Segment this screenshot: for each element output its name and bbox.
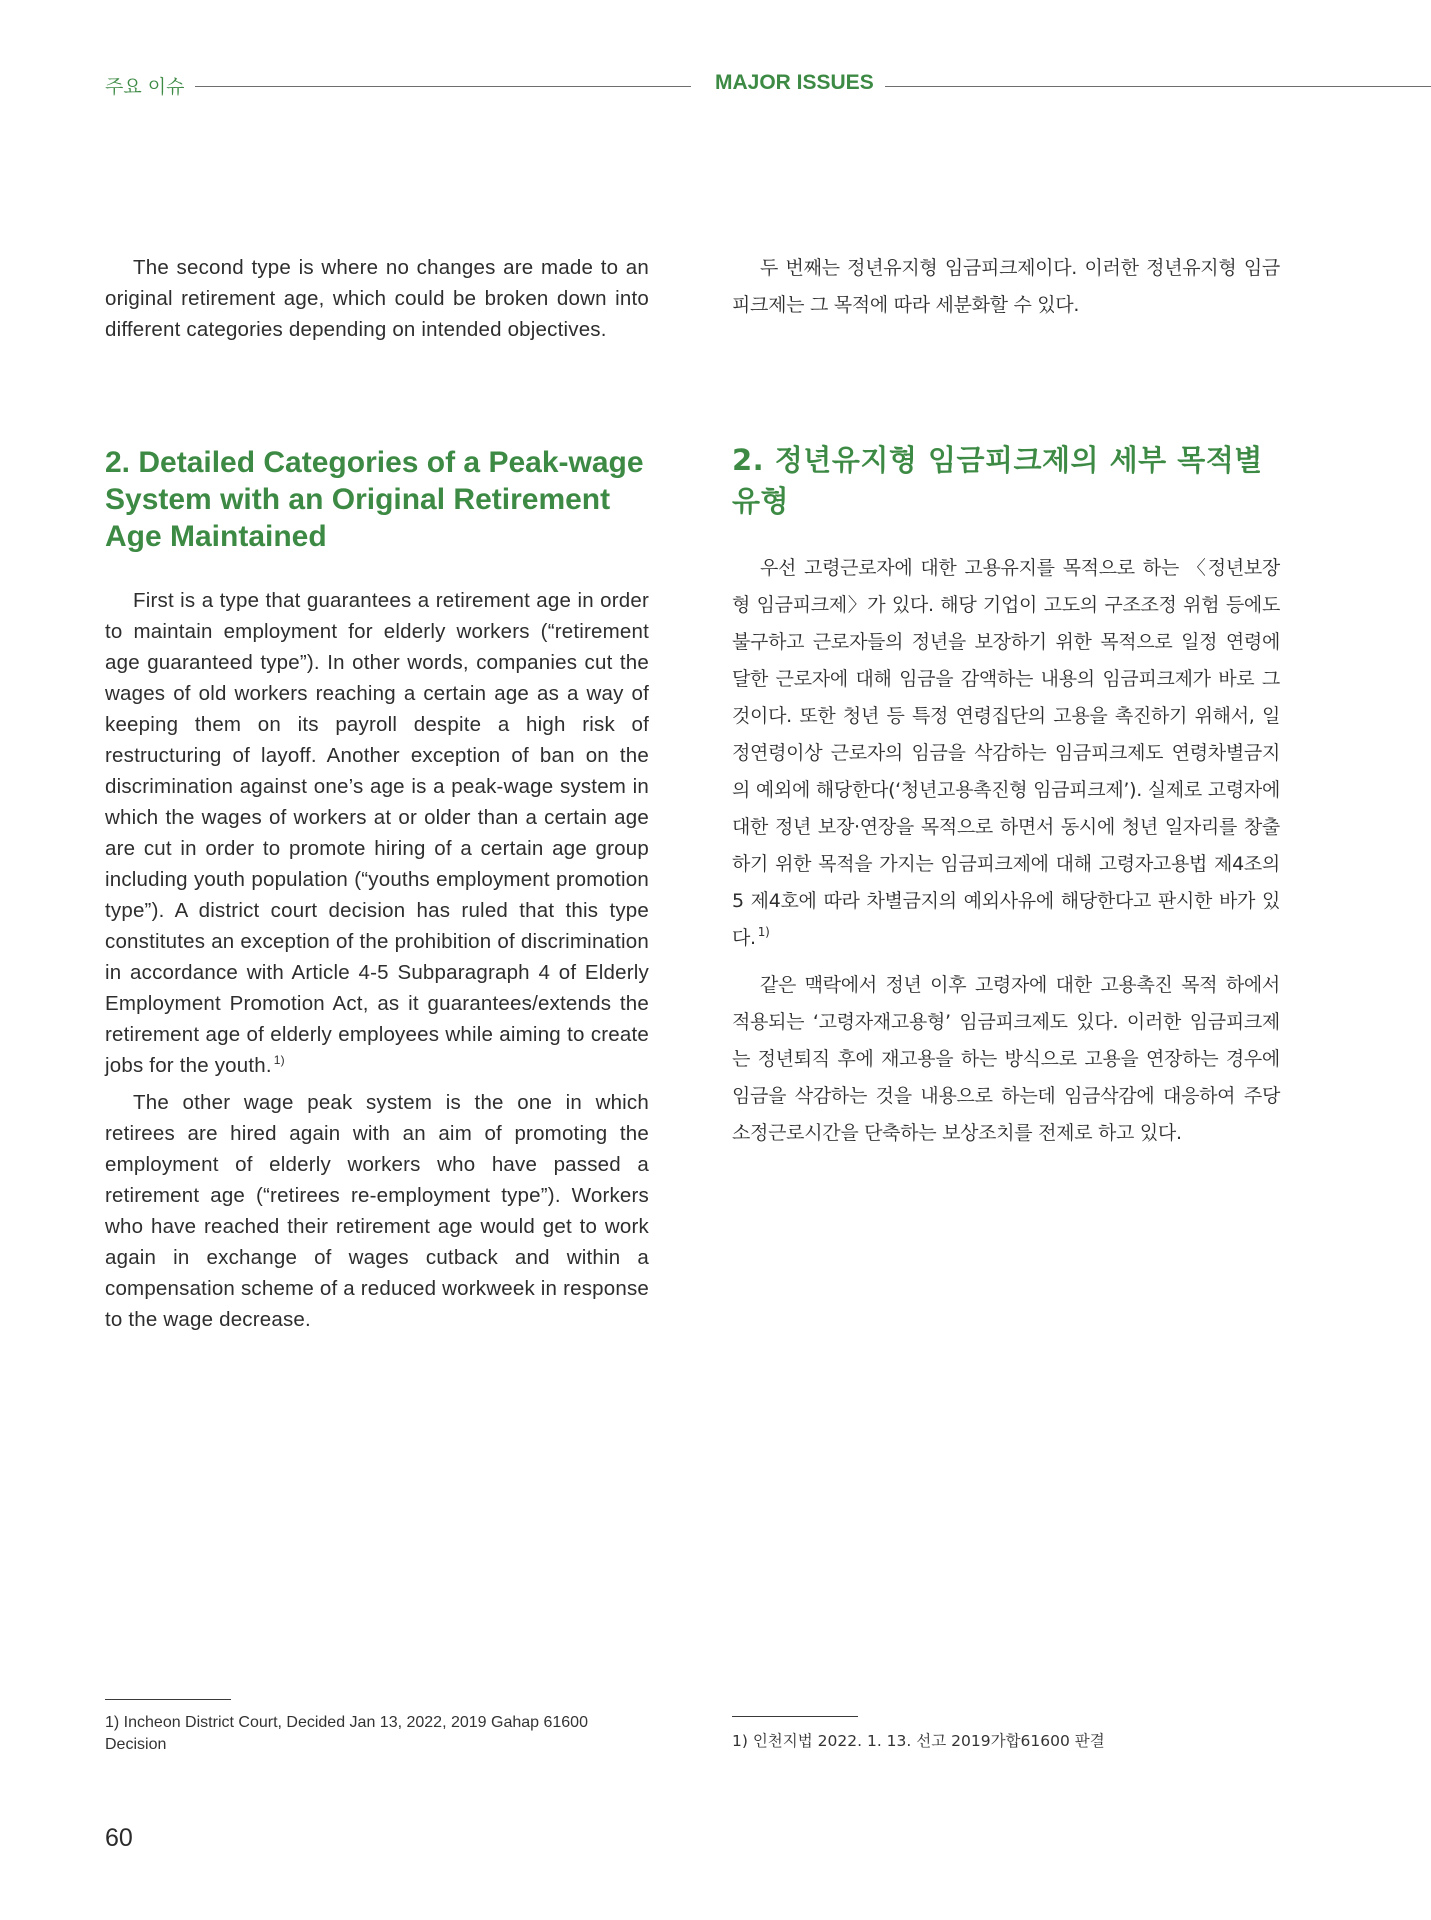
page-number: 60: [105, 1824, 133, 1852]
intro-korean-paragraph: 두 번째는 정년유지형 임금피크제이다. 이러한 정년유지형 임금피크제는 그 목적에 따라 세분화할 수 있다.: [732, 257, 1280, 316]
intro-english: [105, 252, 649, 345]
intro-english-paragraph: The second type is where no changes are made to an original retirement age, which could be broken down into different categories depending on intended objectives.: [105, 256, 649, 341]
header-rule-left: [195, 86, 691, 87]
header-rule-right: [885, 86, 1431, 87]
section-body-korean: [732, 550, 1280, 1152]
section-korean-column: [732, 440, 1280, 1152]
section-body-english: [105, 585, 649, 1335]
section-heading-korean: 2. 정년유지형 임금피크제의 세부 목적별 유형: [732, 443, 1263, 518]
footnote-korean: 1) 인천지법 2022. 1. 13. 선고 2019가합61600 판결: [732, 1732, 1105, 1750]
section-english-column: [105, 444, 649, 1335]
english-paragraph-1-text: First is a type that guarantees a retirement age in order to maintain employment for elderly workers (“retirement age guaranteed type”). In other words, companies cut the wages of old workers reaching a certain age as a way of keeping them on its payroll despite a high risk of restructuring of layoff. Another exception of ban on the discrimination against one’s age is a peak-wage system in which the wages of workers at or older than a certain age are cut in order to promote hiring of a certain age group including youth population (“youths employment promotion type”). A district court decision has ruled that this type constitutes an exception of the prohibition of discrimination in accordance with Article 4-5 Subparagraph 4 of Elderly Employment Promotion Act, as it guarantees/extends the retirement age of elderly employees while aiming to create jobs for the youth.: [105, 589, 649, 1077]
korean-paragraph-1: [732, 550, 1280, 957]
footnote-english: 1) Incheon District Court, Decided Jan 13, 2022, 2019 Gahap 61600 Decision: [105, 1714, 588, 1753]
footnote-ref-korean: 1): [757, 925, 770, 939]
running-header: [105, 72, 1431, 102]
section-heading-english: 2. Detailed Categories of a Peak-wage System with an Original Retirement Age Maintained: [105, 446, 644, 553]
english-paragraph-1: [105, 585, 649, 1081]
intro-korean: [732, 250, 1280, 324]
korean-paragraph-1-text: 우선 고령근로자에 대한 고용유지를 목적으로 하는 〈정년보장형 임금피크제〉가 있다. 해당 기업이 고도의 구조조정 위험 등에도 불구하고 근로자들의 정년을 보장하기 위한 목적으로 일정 연령에 달한 근로자에 대해 임금을 감액하는 내용의 임금피크제가 바로 그것이다. 또한 청년 등 특정 연령집단의 고용을 촉진하기 위해서, 일정연령이상 근로자의 임금을 삭감하는 임금피크제도 연령차별금지의 예외에 해당한다(‘청년고용촉진형 임금피크제’). 실제로 고령자에 대한 정년 보장·연장을 목적으로 하면서 동시에 청년 일자리를 창출하기 위한 목적을 가지는 임금피크제에 대해 고령자고용법 제4조의5 제4호에 따라 차별금지의 예외사유에 해당한다고 판시한 바가 있다.: [732, 557, 1280, 949]
footnote-ref-english: 1): [273, 1053, 285, 1067]
korean-paragraph-2: 같은 맥락에서 정년 이후 고령자에 대한 고용촉진 목적 하에서 적용되는 ‘고령자재고용형’ 임금피크제도 있다. 이러한 임금피크제는 정년퇴직 후에 재고용을 하는 방식으로 고용을 연장하는 경우에 임금을 삭감하는 것을 내용으로 하는데 임금삭감에 대응하여 주당 소정근로시간을 단축하는 보상조치를 전제로 하고 있다.: [732, 974, 1280, 1144]
footnote-rule-korean: [732, 1716, 858, 1717]
english-paragraph-2: The other wage peak system is the one in which retirees are hired again with an aim of promoting the employment of elderly workers who have passed a retirement age (“retirees re-employment type”). Workers who have reached their retirement age would get to work again in exchange of wages cutback and within a compensation scheme of a reduced workweek in response to the wage decrease.: [105, 1091, 649, 1331]
section-label-korean: 주요 이슈: [105, 76, 185, 98]
section-label-english: MAJOR ISSUES: [715, 71, 874, 94]
footnote-rule-english: [105, 1699, 231, 1700]
